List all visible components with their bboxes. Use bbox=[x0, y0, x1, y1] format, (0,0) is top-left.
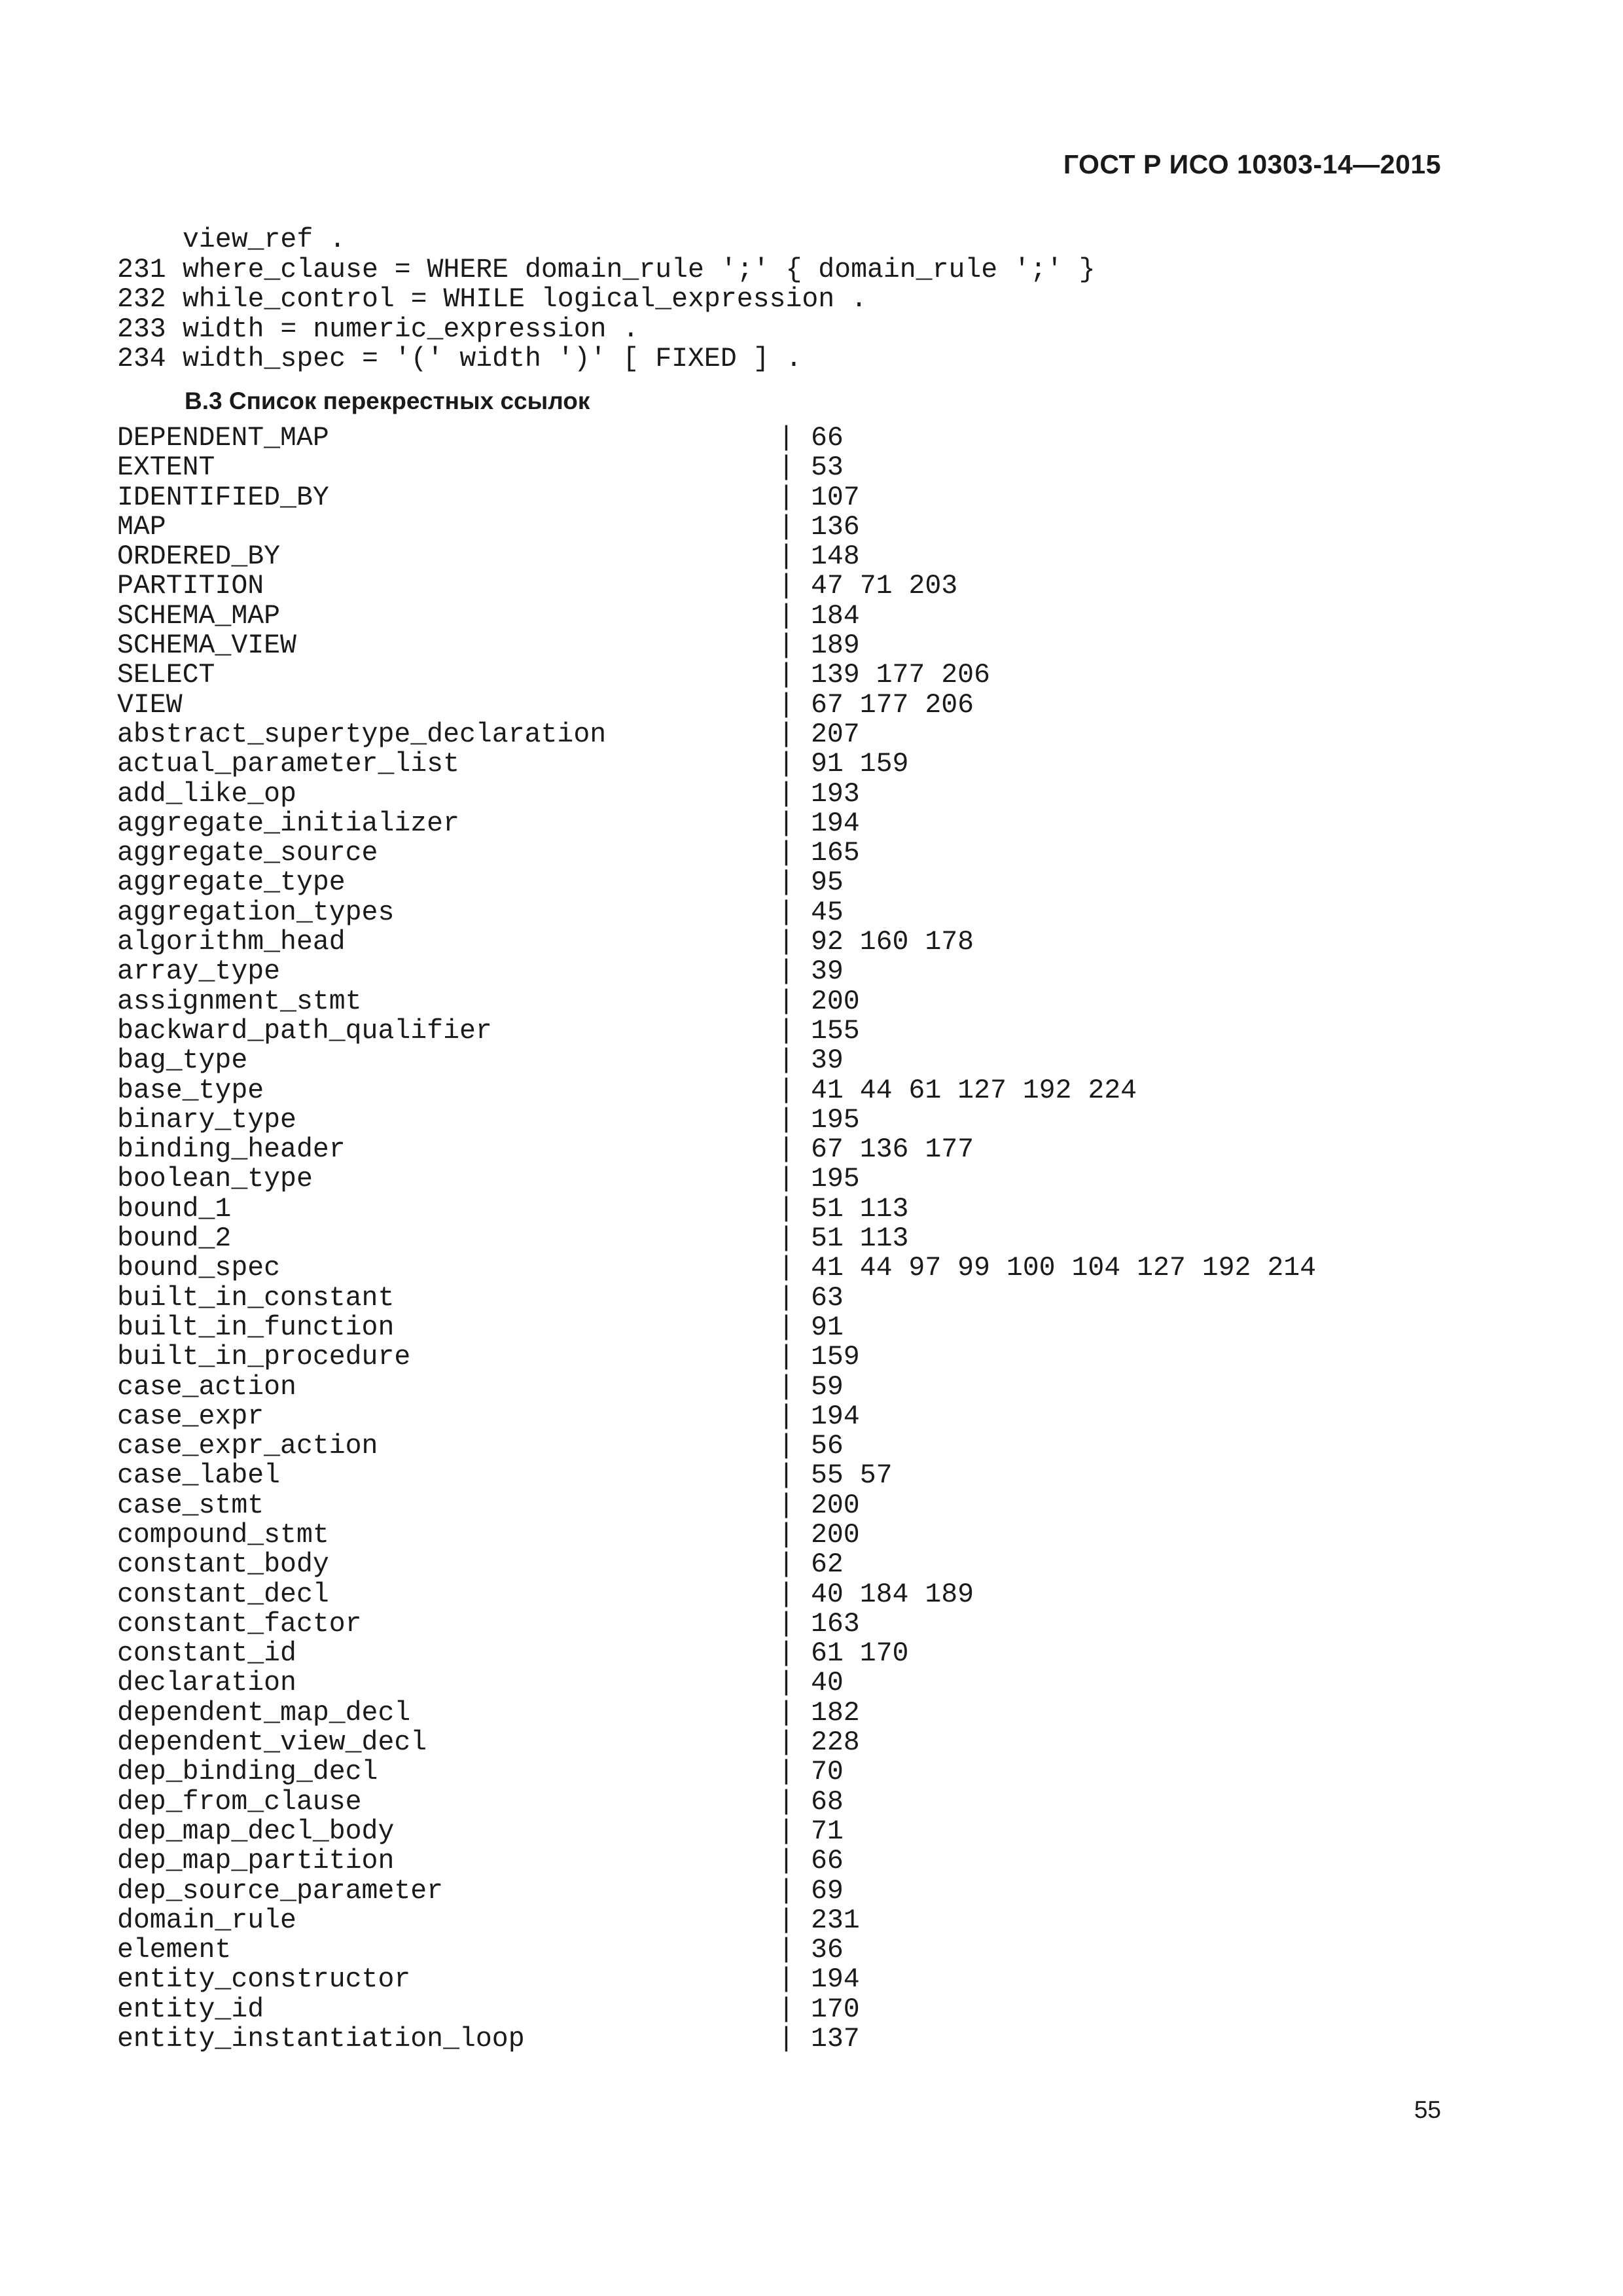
xref-row bbox=[117, 1668, 1316, 1698]
xref-row bbox=[117, 2024, 1316, 2054]
xref-row bbox=[117, 927, 1316, 957]
xref-refs: 200 bbox=[811, 1519, 860, 1551]
cross-reference-table bbox=[117, 423, 1316, 2054]
xref-refs: 67 136 177 bbox=[811, 1134, 974, 1166]
xref-separator: | bbox=[778, 1964, 794, 1996]
xref-term: domain_rule bbox=[117, 1905, 296, 1936]
xref-row bbox=[117, 1224, 1316, 1253]
xref-term: constant_decl bbox=[117, 1579, 329, 1610]
xref-term: dep_map_partition bbox=[117, 1846, 395, 1877]
xref-refs: 51 113 bbox=[811, 1223, 909, 1255]
xref-term: SELECT bbox=[117, 660, 215, 691]
xref-separator: | bbox=[778, 1757, 794, 1788]
xref-row bbox=[117, 1046, 1316, 1075]
xref-separator: | bbox=[778, 1401, 794, 1432]
xref-separator: | bbox=[778, 2024, 794, 2055]
grammar-line-number: 233 bbox=[117, 314, 166, 345]
xref-separator: | bbox=[778, 1786, 794, 1818]
xref-term: constant_factor bbox=[117, 1608, 362, 1640]
xref-separator: | bbox=[778, 1519, 794, 1551]
xref-separator: | bbox=[778, 1223, 794, 1255]
xref-separator: | bbox=[778, 1638, 794, 1670]
xref-separator: | bbox=[778, 660, 794, 691]
xref-separator: | bbox=[778, 482, 794, 513]
xref-refs: 91 bbox=[811, 1312, 844, 1343]
xref-row bbox=[117, 1580, 1316, 1609]
xref-refs: 67 177 206 bbox=[811, 689, 974, 721]
xref-row bbox=[117, 1817, 1316, 1846]
xref-row bbox=[117, 1253, 1316, 1283]
xref-term: entity_instantiation_loop bbox=[117, 2024, 525, 2055]
xref-separator: | bbox=[778, 1935, 794, 1966]
xref-separator: | bbox=[778, 1075, 794, 1106]
xref-row bbox=[117, 1461, 1316, 1490]
page-number: 55 bbox=[1414, 2096, 1441, 2123]
xref-term: dep_source_parameter bbox=[117, 1875, 444, 1907]
xref-row bbox=[117, 1728, 1316, 1757]
xref-separator: | bbox=[778, 1490, 794, 1521]
xref-separator: | bbox=[778, 1371, 794, 1403]
xref-row bbox=[117, 1076, 1316, 1105]
xref-refs: 184 bbox=[811, 600, 860, 632]
xref-separator: | bbox=[778, 1253, 794, 1284]
xref-separator: | bbox=[778, 511, 794, 543]
xref-term: dep_from_clause bbox=[117, 1786, 362, 1818]
xref-row bbox=[117, 1313, 1316, 1342]
xref-row bbox=[117, 1520, 1316, 1550]
xref-refs: 68 bbox=[811, 1786, 844, 1818]
xref-refs: 71 bbox=[811, 1816, 844, 1847]
xref-row bbox=[117, 1105, 1316, 1135]
xref-row bbox=[117, 868, 1316, 897]
xref-separator: | bbox=[778, 571, 794, 602]
xref-separator: | bbox=[778, 1342, 794, 1373]
xref-refs: 194 bbox=[811, 1964, 860, 1996]
xref-row bbox=[117, 898, 1316, 927]
xref-term: IDENTIFIED_BY bbox=[117, 482, 329, 513]
xref-separator: | bbox=[778, 1668, 794, 1699]
xref-refs: 55 57 bbox=[811, 1460, 893, 1492]
xref-refs: 45 bbox=[811, 897, 844, 928]
xref-row bbox=[117, 1283, 1316, 1313]
grammar-line bbox=[117, 344, 1096, 374]
xref-row bbox=[117, 1787, 1316, 1817]
xref-term: bag_type bbox=[117, 1045, 248, 1077]
xref-term: compound_stmt bbox=[117, 1519, 329, 1551]
xref-term: base_type bbox=[117, 1075, 264, 1106]
xref-row bbox=[117, 1995, 1316, 2024]
xref-refs: 195 bbox=[811, 1104, 860, 1136]
xref-row bbox=[117, 838, 1316, 868]
xref-separator: | bbox=[778, 1579, 794, 1610]
xref-refs: 66 bbox=[811, 423, 844, 454]
xref-separator: | bbox=[778, 1431, 794, 1462]
xref-separator: | bbox=[778, 1727, 794, 1759]
xref-row bbox=[117, 749, 1316, 779]
xref-row bbox=[117, 1698, 1316, 1728]
xref-row bbox=[117, 1431, 1316, 1461]
xref-refs: 53 bbox=[811, 452, 844, 484]
xref-term: aggregate_type bbox=[117, 867, 346, 899]
xref-separator: | bbox=[778, 778, 794, 810]
xref-refs: 139 177 206 bbox=[811, 660, 990, 691]
xref-term: case_expr_action bbox=[117, 1431, 378, 1462]
xref-row bbox=[117, 691, 1316, 720]
xref-row bbox=[117, 631, 1316, 660]
grammar-line bbox=[117, 315, 1096, 345]
xref-refs: 41 44 97 99 100 104 127 192 214 bbox=[811, 1253, 1317, 1284]
xref-separator: | bbox=[778, 600, 794, 632]
xref-separator: | bbox=[778, 541, 794, 573]
xref-refs: 61 170 bbox=[811, 1638, 909, 1670]
xref-refs: 231 bbox=[811, 1905, 860, 1936]
xref-term: SCHEMA_VIEW bbox=[117, 630, 296, 662]
xref-refs: 39 bbox=[811, 956, 844, 988]
xref-separator: | bbox=[778, 1134, 794, 1166]
xref-refs: 155 bbox=[811, 1015, 860, 1047]
xref-separator: | bbox=[778, 1045, 794, 1077]
xref-row bbox=[117, 1965, 1316, 1994]
xref-refs: 40 184 189 bbox=[811, 1579, 974, 1610]
xref-row bbox=[117, 1550, 1316, 1579]
xref-refs: 107 bbox=[811, 482, 860, 513]
grammar-line bbox=[117, 255, 1096, 285]
xref-term: entity_constructor bbox=[117, 1964, 411, 1996]
xref-refs: 200 bbox=[811, 1490, 860, 1521]
xref-row bbox=[117, 1491, 1316, 1520]
xref-refs: 92 160 178 bbox=[811, 927, 974, 958]
xref-term: boolean_type bbox=[117, 1164, 313, 1195]
xref-separator: | bbox=[778, 986, 794, 1017]
xref-separator: | bbox=[778, 1608, 794, 1640]
grammar-line-text: width = numeric_expression . bbox=[183, 314, 639, 345]
xref-term: bound_2 bbox=[117, 1223, 232, 1255]
xref-refs: 70 bbox=[811, 1757, 844, 1788]
xref-separator: | bbox=[778, 1846, 794, 1877]
xref-term: dep_binding_decl bbox=[117, 1757, 378, 1788]
xref-term: abstract_supertype_declaration bbox=[117, 719, 607, 750]
xref-term: binary_type bbox=[117, 1104, 296, 1136]
xref-refs: 47 71 203 bbox=[811, 571, 958, 602]
grammar-line-text: where_clause = WHERE domain_rule ';' { domain_rule ';' } bbox=[183, 254, 1096, 285]
xref-refs: 148 bbox=[811, 541, 860, 573]
grammar-line bbox=[117, 285, 1096, 315]
xref-separator: | bbox=[778, 956, 794, 988]
xref-term: constant_body bbox=[117, 1549, 329, 1581]
xref-row bbox=[117, 1757, 1316, 1787]
xref-term: dep_map_decl_body bbox=[117, 1816, 395, 1847]
xref-term: aggregate_source bbox=[117, 838, 378, 869]
xref-row bbox=[117, 453, 1316, 482]
xref-separator: | bbox=[778, 1875, 794, 1907]
xref-term: element bbox=[117, 1935, 232, 1966]
xref-separator: | bbox=[778, 1164, 794, 1195]
xref-refs: 182 bbox=[811, 1697, 860, 1729]
xref-separator: | bbox=[778, 630, 794, 662]
xref-row bbox=[117, 987, 1316, 1016]
xref-refs: 163 bbox=[811, 1608, 860, 1640]
xref-refs: 51 113 bbox=[811, 1193, 909, 1225]
xref-refs: 165 bbox=[811, 838, 860, 869]
xref-row bbox=[117, 423, 1316, 453]
xref-row bbox=[117, 1372, 1316, 1402]
grammar-line-text: while_control = WHILE logical_expression . bbox=[183, 284, 867, 315]
xref-row bbox=[117, 601, 1316, 631]
xref-term: ORDERED_BY bbox=[117, 541, 281, 573]
xref-separator: | bbox=[778, 1193, 794, 1225]
xref-term: dependent_map_decl bbox=[117, 1697, 411, 1729]
xref-row bbox=[117, 1639, 1316, 1668]
xref-row bbox=[117, 542, 1316, 571]
xref-separator: | bbox=[778, 808, 794, 839]
xref-term: bound_spec bbox=[117, 1253, 281, 1284]
xref-separator: | bbox=[778, 1460, 794, 1492]
xref-separator: | bbox=[778, 689, 794, 721]
xref-term: dependent_view_decl bbox=[117, 1727, 427, 1759]
xref-refs: 63 bbox=[811, 1282, 844, 1314]
xref-refs: 207 bbox=[811, 719, 860, 750]
xref-refs: 66 bbox=[811, 1846, 844, 1877]
xref-term: actual_parameter_list bbox=[117, 749, 459, 780]
xref-term: built_in_procedure bbox=[117, 1342, 411, 1373]
xref-refs: 200 bbox=[811, 986, 860, 1017]
xref-term: case_stmt bbox=[117, 1490, 264, 1521]
xref-row bbox=[117, 1935, 1316, 1965]
xref-separator: | bbox=[778, 1015, 794, 1047]
xref-term: constant_id bbox=[117, 1638, 296, 1670]
xref-row bbox=[117, 1402, 1316, 1431]
xref-row bbox=[117, 1906, 1316, 1935]
xref-term: PARTITION bbox=[117, 571, 264, 602]
xref-term: declaration bbox=[117, 1668, 296, 1699]
grammar-line bbox=[117, 225, 1096, 255]
xref-refs: 69 bbox=[811, 1875, 844, 1907]
xref-term: built_in_function bbox=[117, 1312, 395, 1343]
xref-term: binding_header bbox=[117, 1134, 346, 1166]
xref-term: algorithm_head bbox=[117, 927, 346, 958]
xref-row bbox=[117, 1342, 1316, 1372]
grammar-line-number: 232 bbox=[117, 284, 166, 315]
xref-term: bound_1 bbox=[117, 1193, 232, 1225]
xref-row bbox=[117, 957, 1316, 986]
xref-separator: | bbox=[778, 452, 794, 484]
xref-row bbox=[117, 1016, 1316, 1046]
xref-separator: | bbox=[778, 897, 794, 928]
grammar-line-text: width_spec = '(' width ')' [ FIXED ] . bbox=[183, 344, 802, 374]
xref-refs: 195 bbox=[811, 1164, 860, 1195]
xref-term: aggregate_initializer bbox=[117, 808, 459, 839]
xref-term: aggregation_types bbox=[117, 897, 395, 928]
xref-term: case_expr bbox=[117, 1401, 264, 1432]
xref-term: backward_path_qualifier bbox=[117, 1015, 492, 1047]
xref-separator: | bbox=[778, 1994, 794, 2025]
xref-row bbox=[117, 1609, 1316, 1639]
xref-refs: 189 bbox=[811, 630, 860, 662]
xref-refs: 170 bbox=[811, 1994, 860, 2025]
grammar-line-text: view_ref . bbox=[183, 224, 346, 255]
xref-term: SCHEMA_MAP bbox=[117, 600, 281, 632]
xref-row bbox=[117, 571, 1316, 601]
xref-separator: | bbox=[778, 1905, 794, 1936]
xref-refs: 194 bbox=[811, 808, 860, 839]
document-header: ГОСТ Р ИСО 10303-14—2015 bbox=[1063, 149, 1441, 179]
xref-separator: | bbox=[778, 719, 794, 750]
xref-separator: | bbox=[778, 749, 794, 780]
xref-refs: 228 bbox=[811, 1727, 860, 1759]
xref-refs: 95 bbox=[811, 867, 844, 899]
xref-separator: | bbox=[778, 1312, 794, 1343]
xref-row bbox=[117, 1876, 1316, 1906]
xref-refs: 41 44 61 127 192 224 bbox=[811, 1075, 1137, 1106]
xref-refs: 194 bbox=[811, 1401, 860, 1432]
xref-separator: | bbox=[778, 1282, 794, 1314]
xref-refs: 56 bbox=[811, 1431, 844, 1462]
xref-term: array_type bbox=[117, 956, 281, 988]
xref-separator: | bbox=[778, 867, 794, 899]
xref-row bbox=[117, 720, 1316, 749]
xref-row bbox=[117, 780, 1316, 809]
xref-row bbox=[117, 1164, 1316, 1194]
grammar-line-number: 234 bbox=[117, 344, 166, 374]
xref-term: VIEW bbox=[117, 689, 183, 721]
xref-refs: 59 bbox=[811, 1371, 844, 1403]
grammar-listing bbox=[117, 225, 1096, 374]
xref-row bbox=[117, 660, 1316, 690]
xref-separator: | bbox=[778, 927, 794, 958]
xref-row bbox=[117, 512, 1316, 542]
xref-term: assignment_stmt bbox=[117, 986, 362, 1017]
xref-separator: | bbox=[778, 1697, 794, 1729]
xref-refs: 91 159 bbox=[811, 749, 909, 780]
xref-refs: 193 bbox=[811, 778, 860, 810]
xref-row bbox=[117, 1846, 1316, 1876]
xref-refs: 159 bbox=[811, 1342, 860, 1373]
xref-refs: 62 bbox=[811, 1549, 844, 1581]
xref-separator: | bbox=[778, 423, 794, 454]
grammar-line-number: 231 bbox=[117, 254, 166, 285]
xref-separator: | bbox=[778, 1549, 794, 1581]
xref-separator: | bbox=[778, 1104, 794, 1136]
xref-term: case_label bbox=[117, 1460, 281, 1492]
xref-refs: 137 bbox=[811, 2024, 860, 2055]
xref-row bbox=[117, 1135, 1316, 1164]
xref-refs: 136 bbox=[811, 511, 860, 543]
xref-term: entity_id bbox=[117, 1994, 264, 2025]
xref-row bbox=[117, 1194, 1316, 1224]
xref-refs: 39 bbox=[811, 1045, 844, 1077]
xref-separator: | bbox=[778, 838, 794, 869]
xref-refs: 40 bbox=[811, 1668, 844, 1699]
section-title: В.3 Список перекрестных ссылок bbox=[185, 387, 590, 414]
xref-refs: 36 bbox=[811, 1935, 844, 1966]
xref-term: built_in_constant bbox=[117, 1282, 395, 1314]
xref-term: MAP bbox=[117, 511, 166, 543]
xref-row bbox=[117, 809, 1316, 838]
xref-term: DEPENDENT_MAP bbox=[117, 423, 329, 454]
xref-term: case_action bbox=[117, 1371, 296, 1403]
xref-separator: | bbox=[778, 1816, 794, 1847]
xref-term: add_like_op bbox=[117, 778, 296, 810]
xref-row bbox=[117, 483, 1316, 512]
xref-term: EXTENT bbox=[117, 452, 215, 484]
